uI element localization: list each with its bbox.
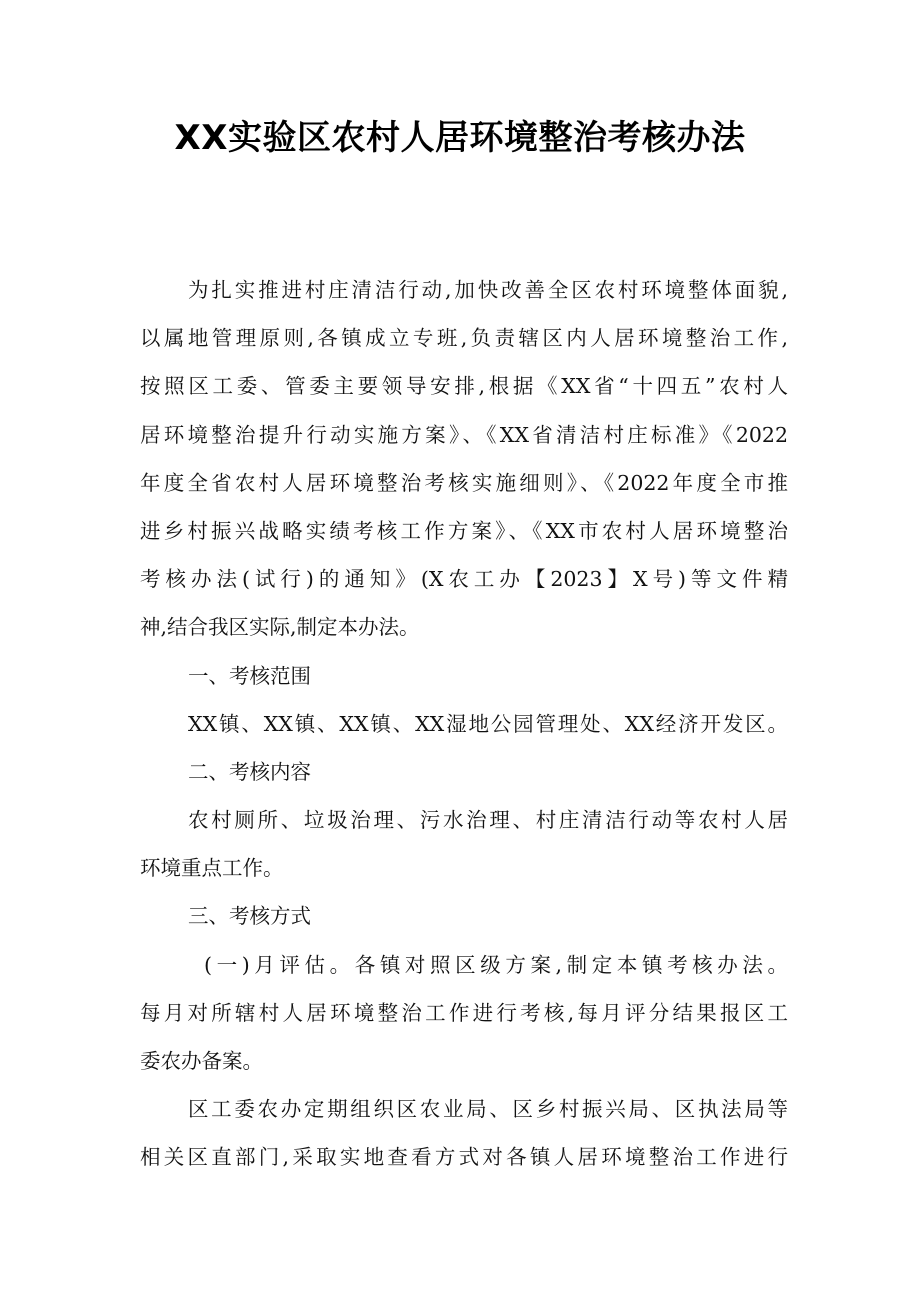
text-line: 为扎实推进村庄清洁行动,加快改善全区农村环境整体面貌, (188, 278, 788, 302)
document-body (140, 266, 788, 1182)
text-line: 按照区工委、管委主要领导安排,根据《XX省“十四五”农村人 (140, 374, 788, 399)
text-line: 以属地管理原则,各镇成立专班,负责辖区内人居环境整治工作, (140, 326, 788, 351)
text-line: XX镇、XX镇、XX镇、XX湿地公园管理处、XX经济开发区。 (188, 711, 788, 736)
text-line: 相关区直部门,采取实地查看方式对各镇人居环境整治工作进行 (140, 1145, 788, 1170)
text-line: 考核办法(试行)的通知》(X农工办【2023】X号)等文件精 (140, 567, 788, 592)
text-line: 年度全省农村人居环境整治考核实施细则》、《2022年度全市推 (140, 470, 788, 495)
text-line: 神,结合我区实际,制定本办法。 (140, 615, 420, 640)
text-line: (一)月评估。各镇对照区级方案,制定本镇考核办法。 (204, 952, 788, 977)
text-line: 农村厕所、垃圾治理、污水治理、村庄清洁行动等农村人居 (188, 808, 788, 833)
document-title: XX实验区农村人居环境整治考核办法 (174, 118, 746, 158)
text-line: 区工委农办定期组织区农业局、区乡村振兴局、区执法局等 (188, 1097, 788, 1122)
section-heading: 三、考核方式 (188, 904, 311, 929)
text-line: 委农办备案。 (140, 1049, 263, 1073)
text-line: 居环境整治提升行动实施方案》、《XX省清洁村庄标准》《2022 (140, 422, 788, 447)
text-line: 进乡村振兴战略实绩考核工作方案》、《XX市农村人居环境整治 (140, 518, 788, 543)
section-heading: 一、考核范围 (188, 663, 311, 688)
section-heading: 二、考核内容 (188, 759, 311, 784)
text-line: 环境重点工作。 (140, 856, 284, 881)
text-line: 每月对所辖村人居环境整治工作进行考核,每月评分结果报区工 (140, 1000, 788, 1025)
